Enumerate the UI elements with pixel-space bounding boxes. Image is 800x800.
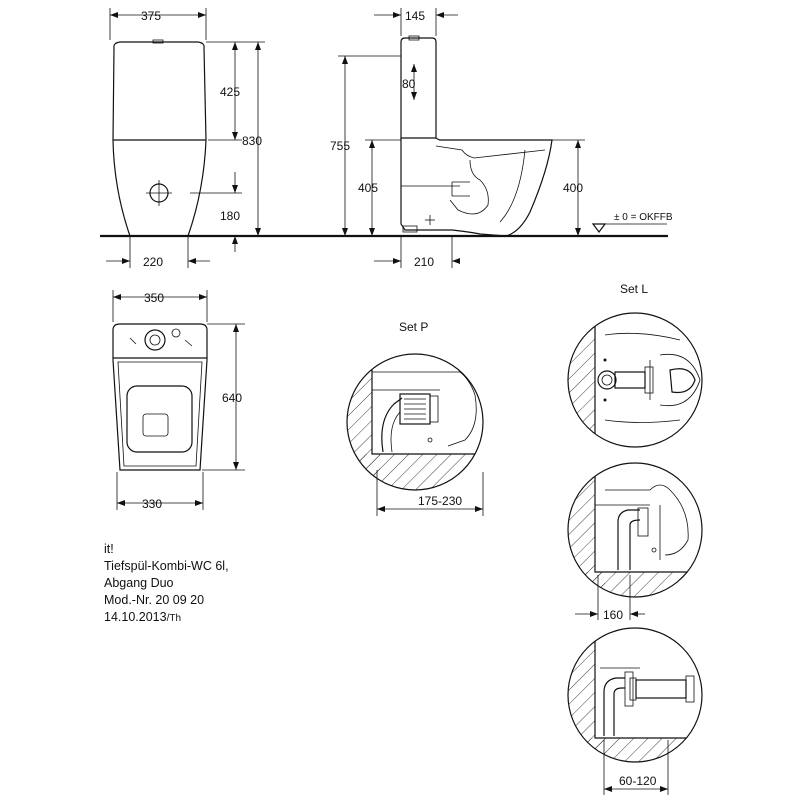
caption-date: 14.10.2013 [104,610,167,624]
dim-side-cistern-depth: 145 [405,9,426,23]
plan-bowl-drain [143,414,168,436]
caption-line-1: Tiefspül-Kombi-WC 6l, [104,559,229,573]
set-l-detail [560,282,710,795]
dim-front-cistern-height: 425 [220,85,241,99]
side-bowl-outline [401,138,552,236]
caption-line-3: Mod.-Nr. 20 09 20 [104,593,205,607]
dim-set-l-range: 60-120 [619,774,657,788]
plan-view [113,290,245,511]
front-toilet-outline [113,42,206,236]
dim-front-width-top: 375 [141,9,162,23]
dim-set-p-range: 175-230 [418,494,463,508]
caption-line-2: Abgang Duo [104,576,174,590]
set-p-title: Set P [399,320,429,334]
dim-side-base-210: 210 [414,255,435,269]
dim-set-l-160: 160 [603,608,624,622]
dim-side-seat-height: 400 [563,181,584,195]
floor-reference-label: ± 0 = OKFFB [614,212,673,223]
caption-brand: it! [104,542,114,556]
plan-bowl-outline [127,386,192,452]
dim-plan-length: 640 [222,391,243,405]
dim-side-cistern-top-height: 755 [330,139,351,153]
plan-flush-button [145,330,165,350]
caption-date-line [104,609,229,627]
dim-side-80: 80 [402,77,416,91]
set-p-detail [340,320,502,516]
dim-plan-width-top: 350 [144,291,165,305]
dim-front-base-width: 220 [143,255,164,269]
caption-author: /Th [166,613,182,624]
dim-front-total-height: 830 [242,134,263,148]
dim-plan-width-bottom: 330 [142,497,163,511]
side-view [330,8,673,269]
product-caption [104,541,229,627]
dim-front-outlet-height: 180 [220,209,241,223]
dim-side-405: 405 [358,181,379,195]
front-view [100,8,668,269]
set-l-title: Set L [620,282,649,296]
